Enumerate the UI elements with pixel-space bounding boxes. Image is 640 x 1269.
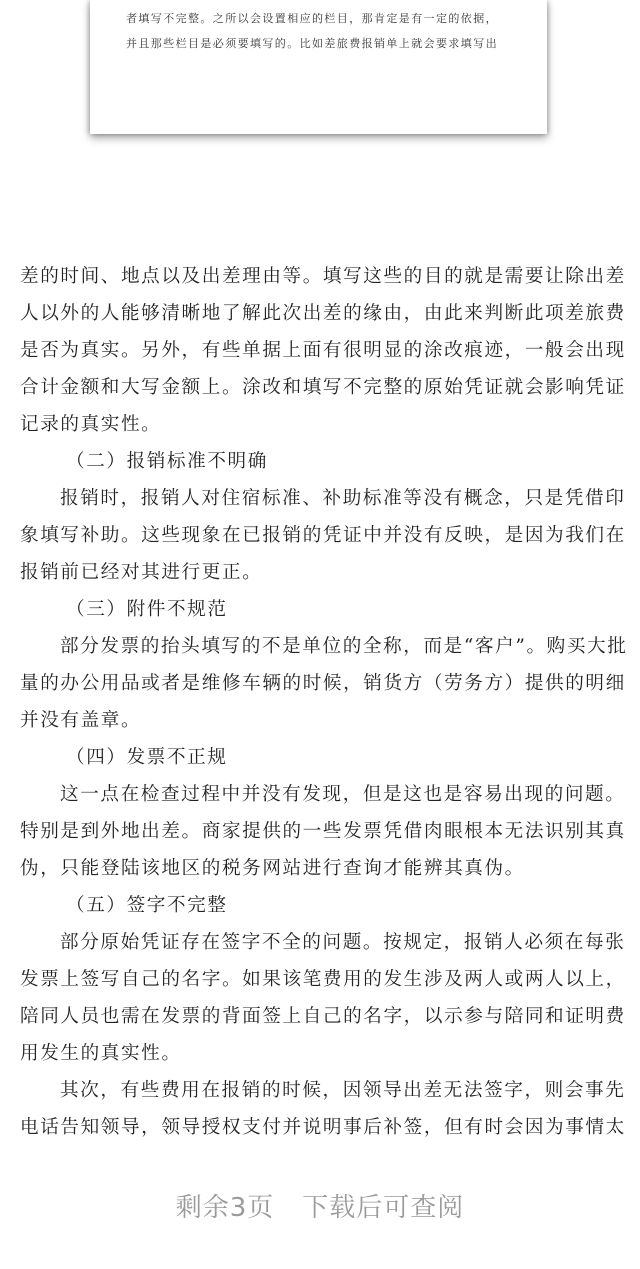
download-prompt[interactable]	[0, 1187, 640, 1224]
paragraph-line: 是否为真实。另外，有些单据上面有很明显的涂改痕迹，一般会出现	[20, 340, 626, 361]
section-heading: （二）报销标准不明确	[66, 451, 268, 472]
paragraph-line: 其次，有些费用在报销的时候，因领导出差无法签字，则会事先	[60, 1080, 626, 1101]
paragraph-line: 报销前已经对其进行更正。	[20, 562, 263, 583]
section-heading: （三）附件不规范	[66, 599, 228, 620]
preview-text-line: 者填写不完整。之所以会设置相应的栏目，那肯定是有一定的依据，	[126, 12, 498, 25]
paragraph-line: 合计金额和大写金额上。涂改和填写不完整的原始凭证就会影响凭证	[20, 377, 626, 398]
paragraph-line: 用发生的真实性。	[20, 1043, 182, 1064]
paragraph-line: 象填写补助。这些现象在已报销的凭证中并没有反映，是因为我们在	[20, 525, 626, 546]
section-heading: （五）签字不完整	[66, 895, 228, 916]
paragraph-line: 电话告知领导，领导授权支付并说明事后补签，但有时会因为事情太	[20, 1117, 626, 1138]
previous-page-preview	[90, 0, 547, 134]
paragraph-line: 并没有盖章。	[20, 710, 142, 731]
paragraph-line: 这一点在检查过程中并没有发现，但是这也是容易出现的问题。	[60, 784, 626, 805]
paragraph-line: 特别是到外地出差。商家提供的一些发票凭借肉眼根本无法识别其真	[20, 821, 626, 842]
paragraph-line: 人以外的人能够清晰地了解此次出差的缘由，由此来判断此项差旅费	[20, 303, 626, 324]
remaining-pages-label: 剩余3页	[175, 1193, 275, 1223]
paragraph-line: 发票上签写自己的名字。如果该笔费用的发生涉及两人或两人以上，	[20, 969, 626, 990]
document-body	[20, 258, 628, 1146]
paragraph-line: 伪，只能登陆该地区的税务网站进行查询才能辨其真伪。	[20, 858, 525, 879]
paragraph-line: 记录的真实性。	[20, 414, 162, 435]
preview-text-line: 并且那些栏目是必须要填写的。比如差旅费报销单上就会要求填写出	[126, 37, 498, 50]
paragraph-line: 量的办公用品或者是维修车辆的时候，销货方（劳务方）提供的明细	[20, 673, 626, 694]
section-heading: （四）发票不正规	[66, 747, 228, 768]
download-to-view-label: 下载后可查阅	[302, 1193, 465, 1223]
paragraph-line: 部分原始凭证存在签字不全的问题。按规定，报销人必须在每张	[60, 932, 626, 953]
paragraph-line: 差的时间、地点以及出差理由等。填写这些的目的就是需要让除出差	[20, 266, 626, 287]
paragraph-line: 陪同人员也需在发票的背面签上自己的名字，以示参与陪同和证明费	[20, 1006, 626, 1027]
paragraph-line: 部分发票的抬头填写的不是单位的全称，而是“客户”。购买大批	[60, 636, 628, 657]
paragraph-line: 报销时，报销人对住宿标准、补助标准等没有概念，只是凭借印	[60, 488, 626, 509]
